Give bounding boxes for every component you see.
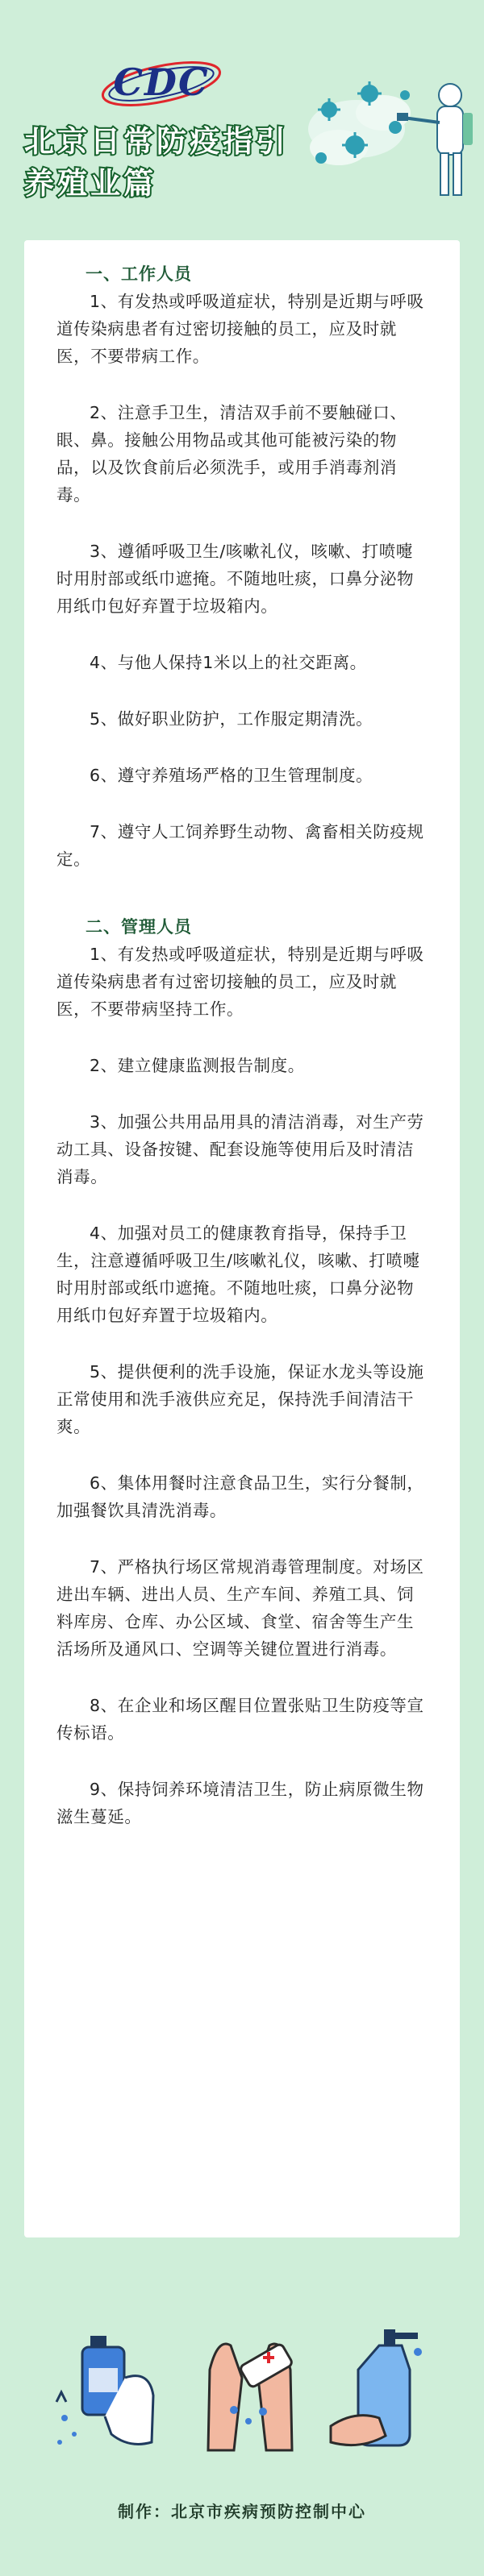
worker-item-5: 5、做好职业防护，工作服定期清洗。 [90,709,373,729]
manager-item-4: 4、加强对员工的健康教育指导，保持手卫生，注意遵循呼吸卫生/咳嗽礼仪，咳嗽、打喷嚏时用肘部或纸巾遮掩。不随地吐痰，口鼻分泌物用纸巾包好弃置于垃圾箱内。 [56,1224,420,1325]
manager-item-3: 3、加强公共用品用具的清洁消毒，对生产劳动工具、设备按键、配套设施等使用后及时清洁消毒。 [56,1112,424,1186]
worker-item-7: 7、遵守人工饲养野生动物、禽畜相关防疫规定。 [56,822,424,869]
hygiene-icons [48,2321,452,2462]
footer-credit: 制作：北京市疾病预防控制中心 [118,2502,366,2521]
worker-item-2: 2、注意手卫生，清洁双手前不要触碰口、眼、鼻。接触公用物品或其他可能被污染的物品，以及饮食前后必须洗手，或用手消毒剂消毒。 [56,403,407,505]
hands-with-spray-icon [186,2321,315,2462]
manager-item-6: 6、集体用餐时注意食品卫生，实行分餐制，加强餐饮具清洗消毒。 [56,1473,424,1520]
manager-item-2: 2、建立健康监测报告制度。 [90,1056,305,1075]
section-title-workers: 一、工作人员 [86,264,192,284]
header [0,0,484,202]
logo-text: CDC [113,60,210,104]
worker-item-3: 3、遵循呼吸卫生/咳嗽礼仪，咳嗽、打喷嚏时用肘部或纸巾遮掩。不随地吐痰，口鼻分泌物用纸巾包好弃置于垃圾箱内。 [56,542,415,616]
hand-sanitizer-icon [48,2321,177,2462]
disinfection-worker-icon [307,71,476,208]
soap-pump-icon [323,2321,452,2462]
page-title: 北京日常防疫指引 [24,124,289,159]
worker-item-4: 4、与他人保持1米以上的社交距离。 [90,653,367,672]
content [56,260,428,1830]
manager-item-7: 7、严格执行场区常规消毒管理制度。对场区进出车辆、进出人员、生产车间、养殖工具、饲料库房、仓库、办公区域、食堂、宿舍等生产生活场所及通风口、空调等关键位置进行消毒。 [56,1557,424,1659]
worker-item-6: 6、遵守养殖场严格的卫生管理制度。 [90,766,373,785]
manager-item-1: 1、有发热或呼吸道症状，特别是近期与呼吸道传染病患者有过密切接触的员工，应及时就医，不要带病坚持工作。 [56,945,424,1019]
manager-item-8: 8、在企业和场区醒目位置张贴卫生防疫等宣传标语。 [56,1696,424,1743]
cdc-logo [97,53,226,111]
manager-item-9: 9、保持饲养环境清洁卫生，防止病原微生物滋生蔓延。 [56,1780,424,1826]
title-block [24,121,289,205]
page-subtitle: 养殖业篇 [24,166,156,201]
manager-item-5: 5、提供便利的洗手设施，保证水龙头等设施正常使用和洗手液供应充足，保持洗手间清洁干爽。 [56,1362,424,1436]
section-title-managers: 二、管理人员 [86,917,192,937]
worker-item-1: 1、有发热或呼吸道症状，特别是近期与呼吸道传染病患者有过密切接触的员工，应及时就医，不要带病工作。 [56,292,424,366]
